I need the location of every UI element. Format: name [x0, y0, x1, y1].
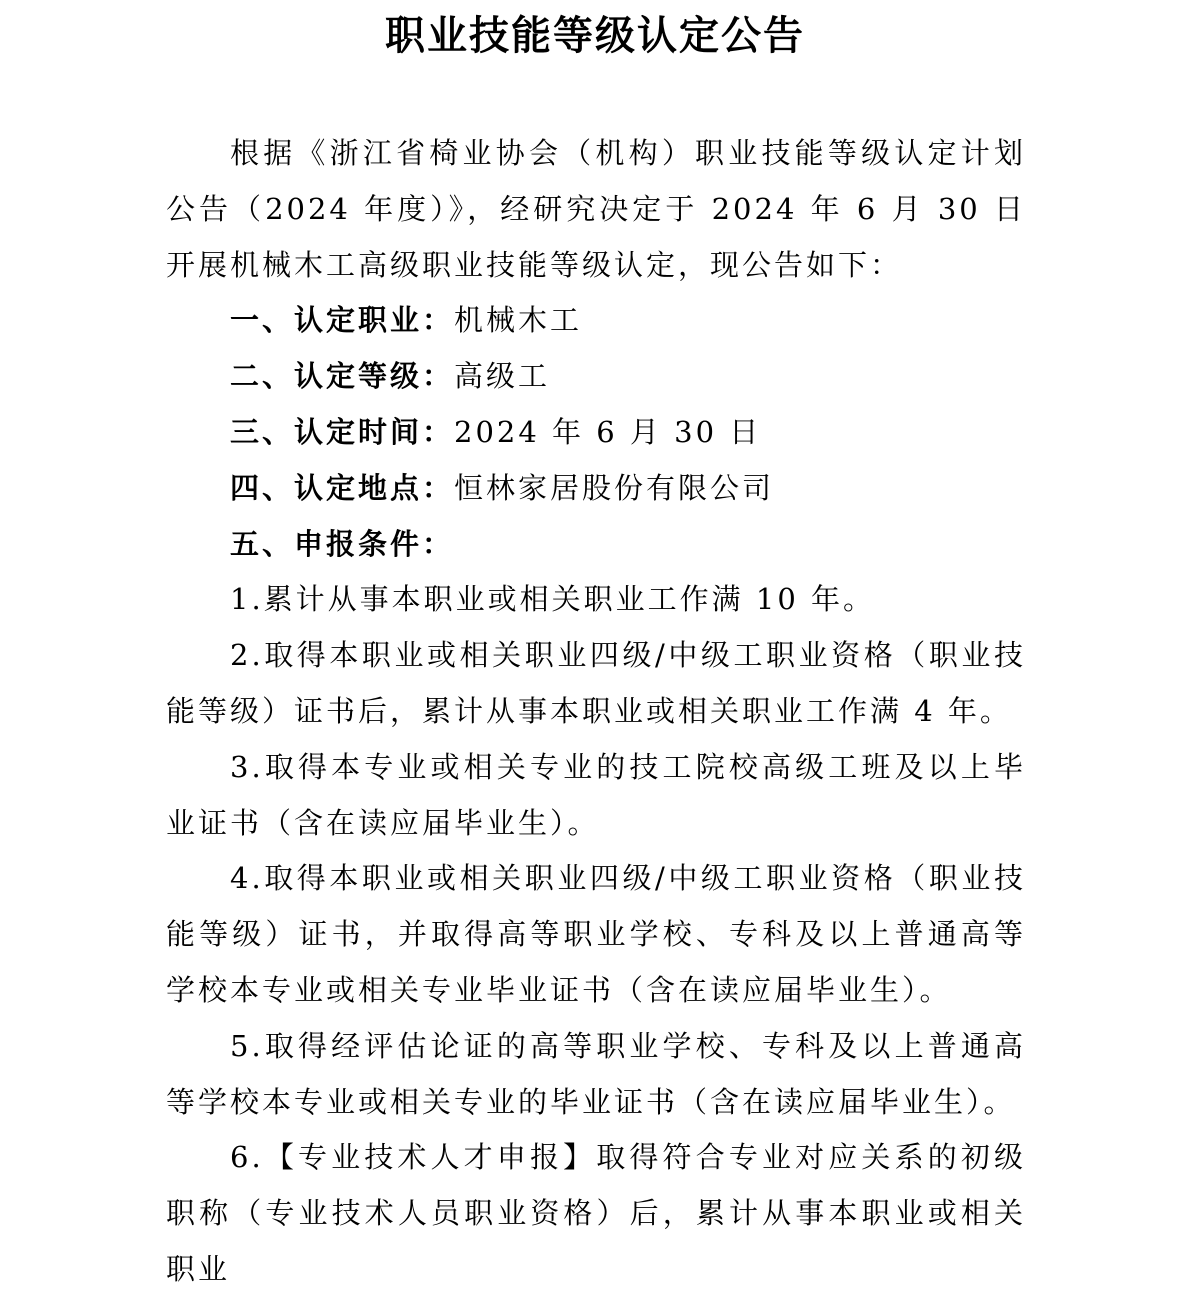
document-body [166, 126, 1026, 1298]
item-level [166, 349, 1026, 405]
item-label: 三、认定时间： [230, 414, 455, 449]
condition-item: 2.取得本职业或相关职业四级/中级工职业资格（职业技能等级）证书后，累计从事本职业或相关职业工作满 4 年。 [166, 638, 1026, 728]
item-value: 高级工 [454, 359, 551, 394]
item-time [166, 405, 1026, 461]
condition-item: 1.累计从事本职业或相关职业工作满 10 年。 [230, 582, 876, 617]
item-value: 恒林家居股份有限公司 [454, 470, 775, 505]
item-conditions [166, 517, 1026, 573]
condition-item: 6.【专业技术人才申报】取得符合专业对应关系的初级职称（专业技术人员职业资格）后，累计从事本职业或相关职业 [166, 1140, 1026, 1286]
intro-paragraph: 根据《浙江省椅业协会（机构）职业技能等级认定计划公告（2024 年度）》，经研究决定于 2024 年 6 月 30 日开展机械木工高级职业技能等级认定，现公告如下： [166, 136, 1026, 282]
condition-item: 3.取得本专业或相关专业的技工院校高级工班及以上毕业证书（含在读应届毕业生）。 [166, 749, 1026, 840]
item-label: 五、申报条件： [230, 526, 455, 561]
item-value: 2024 年 6 月 30 日 [454, 414, 762, 449]
item-occupation [166, 293, 1026, 349]
document-title: 职业技能等级认定公告 [385, 12, 805, 59]
item-label: 二、认定等级： [230, 359, 455, 394]
item-value: 机械木工 [454, 303, 583, 338]
item-label: 一、认定职业： [230, 303, 455, 338]
item-label: 四、认定地点： [230, 470, 455, 505]
condition-item: 4.取得本职业或相关职业四级/中级工职业资格（职业技能等级）证书，并取得高等职业学校、专科及以上普通高等学校本专业或相关专业毕业证书（含在读应届毕业生）。 [166, 861, 1026, 1007]
condition-item: 5.取得经评估论证的高等职业学校、专科及以上普通高等学校本专业或相关专业的毕业证书（含在读应届毕业生）。 [166, 1028, 1026, 1119]
item-location [166, 461, 1026, 517]
